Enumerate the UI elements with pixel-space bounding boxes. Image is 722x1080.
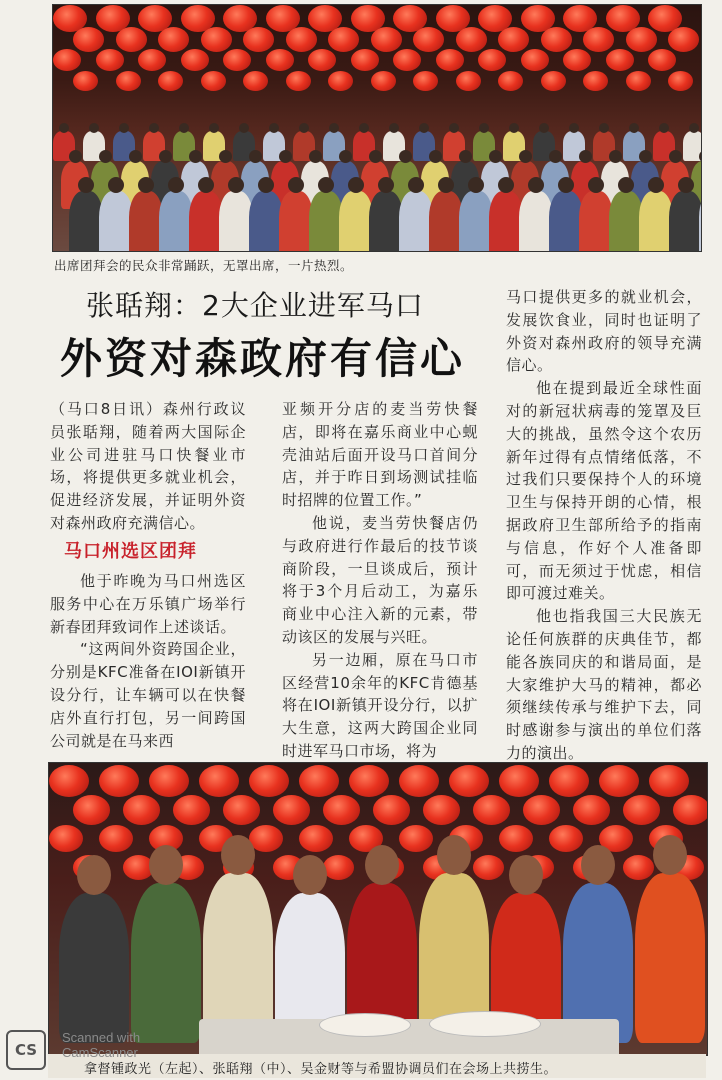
guest-person	[635, 873, 705, 1043]
red-lantern	[308, 49, 336, 71]
red-lantern	[273, 795, 310, 825]
crowd-head	[639, 150, 652, 163]
red-lantern	[201, 27, 232, 52]
red-lantern	[349, 765, 389, 797]
red-lantern	[99, 825, 133, 852]
red-lantern	[499, 825, 533, 852]
crowd-head	[689, 123, 699, 133]
guest-head	[149, 845, 183, 885]
red-lantern	[53, 49, 81, 71]
yusheng-plate	[429, 1011, 541, 1037]
crowd-head	[648, 177, 664, 193]
red-lantern	[96, 49, 124, 71]
article-column-1	[50, 398, 246, 535]
crowd-head	[678, 177, 694, 193]
article-column-3	[506, 286, 702, 765]
crowd-head	[489, 150, 502, 163]
red-lantern	[351, 49, 379, 71]
article-column-2	[282, 398, 478, 763]
crowd-head	[459, 150, 472, 163]
crowd-head	[78, 177, 94, 193]
red-lantern	[541, 27, 572, 52]
crowd-head	[189, 150, 202, 163]
bottom-photo	[48, 762, 708, 1056]
crowd-head	[99, 150, 112, 163]
crowd-head	[198, 177, 214, 193]
red-lantern	[436, 49, 464, 71]
article-paragraph: 亚频开分店的麦当劳快餐店，即将在嘉乐商业中心蚬壳油站后面开设马口首间分店，并于昨日到场测试挂临时招牌的位置工作。”	[282, 400, 478, 510]
red-lantern	[49, 765, 89, 797]
crowd-head	[279, 150, 292, 163]
article-paragraph: 他在提到最近全球性面对的新冠状病毒的笼罩及巨大的挑战，虽然令这个农历新年过得有点情绪低落，不过我们只要保持个人的环境卫生与保持开朗的心情，根据政府卫生部所给予的指南与信息，作好个人准备即可，而无须过于忧虑，相信即可渡过难关。	[506, 379, 702, 603]
red-lantern	[73, 795, 110, 825]
article-lead: （马口8日讯）森州行政议员张聒翔，随着两大国际企业公司进驻马口快餐业市场，将提供更多就业机会，促进经济发展，并证明外资对森州政府充满信心。	[50, 400, 246, 532]
red-lantern	[498, 71, 523, 91]
top-photo	[52, 4, 702, 252]
red-lantern	[49, 825, 83, 852]
red-lantern	[243, 27, 274, 52]
crowd-head	[369, 150, 382, 163]
crowd-head	[359, 123, 369, 133]
red-lantern	[299, 765, 339, 797]
crowd-head	[329, 123, 339, 133]
crowd-head	[129, 150, 142, 163]
crowd-head	[569, 123, 579, 133]
red-lantern	[249, 765, 289, 797]
red-lantern	[99, 765, 139, 797]
red-lantern	[668, 71, 693, 91]
red-lantern	[583, 71, 608, 91]
red-lantern	[373, 795, 410, 825]
watermark-line-2: CamScanner	[62, 1045, 138, 1060]
crowd-person	[669, 191, 702, 252]
red-lantern	[599, 765, 639, 797]
crowd-head	[299, 123, 309, 133]
top-photo-caption: 出席团拜会的民众非常踊跃，无罩出席，一片热烈。	[54, 258, 354, 273]
crowd-person	[249, 191, 283, 252]
red-lantern	[523, 795, 560, 825]
crowd-person	[189, 191, 223, 252]
crowd-head	[429, 150, 442, 163]
red-lantern	[138, 49, 166, 71]
red-lantern	[606, 49, 634, 71]
crowd-head	[69, 150, 82, 163]
article-column-1b	[50, 570, 246, 752]
red-lantern	[73, 27, 104, 52]
red-lantern	[498, 27, 529, 52]
red-lantern	[449, 765, 489, 797]
red-lantern	[73, 71, 98, 91]
crowd-person	[549, 191, 583, 252]
crowd-head	[228, 177, 244, 193]
red-lantern	[668, 27, 699, 52]
guest-head	[77, 855, 111, 895]
red-lantern	[371, 71, 396, 91]
red-lantern	[423, 795, 460, 825]
crowd-person	[369, 191, 403, 252]
red-lantern	[158, 27, 189, 52]
red-lantern	[473, 795, 510, 825]
crowd-head	[629, 123, 639, 133]
red-lantern	[649, 765, 689, 797]
crowd-head	[219, 150, 232, 163]
crowd-person	[309, 191, 343, 252]
crowd-head	[509, 123, 519, 133]
red-lantern	[573, 795, 610, 825]
crowd-head	[438, 177, 454, 193]
crowd-head	[579, 150, 592, 163]
red-lantern	[149, 765, 189, 797]
crowd-person	[129, 191, 163, 252]
red-lantern	[399, 765, 439, 797]
crowd-head	[179, 123, 189, 133]
red-lantern	[563, 49, 591, 71]
guest-head	[581, 845, 615, 885]
red-lantern	[328, 71, 353, 91]
crowd-head	[149, 123, 159, 133]
camscanner-watermark	[62, 1030, 140, 1060]
red-lantern	[123, 795, 160, 825]
red-lantern	[549, 765, 589, 797]
crowd-head	[669, 150, 682, 163]
red-lantern	[371, 27, 402, 52]
crowd-head	[498, 177, 514, 193]
red-lantern	[583, 27, 614, 52]
red-lantern	[549, 825, 583, 852]
crowd-head	[659, 123, 669, 133]
crowd-head	[449, 123, 459, 133]
crowd-head	[348, 177, 364, 193]
red-lantern	[323, 795, 360, 825]
crowd-person	[459, 191, 493, 252]
crowd-person	[429, 191, 463, 252]
red-lantern	[413, 71, 438, 91]
red-lantern	[473, 855, 504, 880]
crowd-person	[519, 191, 553, 252]
headline-line-1: 张聒翔：2大企业进军马口	[86, 289, 424, 322]
crowd-head	[269, 123, 279, 133]
red-lantern	[456, 27, 487, 52]
red-lantern	[243, 71, 268, 91]
crowd-head	[378, 177, 394, 193]
crowd-person	[609, 191, 643, 252]
guest-head	[437, 835, 471, 875]
crowd-head	[89, 123, 99, 133]
red-lantern	[286, 71, 311, 91]
crowd-head	[309, 150, 322, 163]
camscanner-logo-icon: CS	[6, 1030, 46, 1070]
crowd-head	[549, 150, 562, 163]
red-lantern	[399, 825, 433, 852]
article-paragraph: 马口提供更多的就业机会，发展饮食业，同时也证明了外资对森州政府的领导充满信心。	[506, 288, 702, 375]
red-lantern	[286, 27, 317, 52]
red-lantern	[623, 855, 654, 880]
crowd-person	[279, 191, 313, 252]
crowd-head	[618, 177, 634, 193]
red-lantern	[199, 765, 239, 797]
guest-head	[221, 835, 255, 875]
crowd-head	[588, 177, 604, 193]
crowd-head	[468, 177, 484, 193]
crowd-head	[168, 177, 184, 193]
red-lantern	[478, 49, 506, 71]
guest-person	[203, 873, 273, 1043]
red-lantern	[626, 27, 657, 52]
red-lantern	[393, 49, 421, 71]
crowd-person	[219, 191, 253, 252]
red-lantern	[223, 49, 251, 71]
yusheng-plate	[319, 1013, 411, 1037]
crowd-head	[318, 177, 334, 193]
red-lantern	[623, 795, 660, 825]
red-lantern	[626, 71, 651, 91]
red-lantern	[328, 27, 359, 52]
red-lantern	[116, 27, 147, 52]
red-lantern	[158, 71, 183, 91]
guest-head	[653, 835, 687, 875]
red-lantern	[323, 855, 354, 880]
red-lantern	[116, 71, 141, 91]
crowd-head	[138, 177, 154, 193]
red-lantern	[521, 49, 549, 71]
red-lantern	[181, 49, 209, 71]
crowd-head	[389, 123, 399, 133]
article-paragraph: 他也指我国三大民族无论任何族群的庆典佳节，都能各族同庆的和谐局面，是大家维护大马的精神，都必须继续传承与维护下去，同时感谢参与演出的单位们落力的演出。	[506, 607, 702, 762]
red-lantern	[673, 795, 708, 825]
crowd-person	[69, 191, 103, 252]
crowd-head	[239, 123, 249, 133]
crowd-head	[609, 150, 622, 163]
crowd-head	[108, 177, 124, 193]
crowd-person	[159, 191, 193, 252]
article-paragraph: “这两间外资跨国企业，分别是KFC准备在IOI新镇开设分行，让车辆可以在快餐店外直行打包，另一间跨国公司就是在马来西	[50, 640, 246, 750]
red-lantern	[541, 71, 566, 91]
guest-person	[131, 883, 201, 1043]
crowd-head	[209, 123, 219, 133]
crowd-person	[579, 191, 613, 252]
article-subhead: 马口州选区团拜	[64, 541, 197, 562]
crowd-head	[258, 177, 274, 193]
crowd-head	[159, 150, 172, 163]
red-lantern	[499, 765, 539, 797]
crowd-head	[539, 123, 549, 133]
crowd-head	[119, 123, 129, 133]
crowd-person	[489, 191, 523, 252]
headline-line-2: 外资对森政府有信心	[60, 334, 466, 383]
red-lantern	[223, 795, 260, 825]
red-lantern	[648, 49, 676, 71]
crowd-head	[339, 150, 352, 163]
crowd-person	[399, 191, 433, 252]
crowd-head	[599, 123, 609, 133]
crowd-head	[419, 123, 429, 133]
bottom-photo-caption: 拿督锺政光（左起）、张聒翔（中）、吴金财等与希盟协调员们在会场上共捞生。	[84, 1062, 558, 1077]
crowd-person	[99, 191, 133, 252]
article-paragraph: 他说，麦当劳快餐店仍与政府进行作最后的技节谈商阶段，一旦谈成后，预计将于3个月后动工，为嘉乐商业中心注入新的元素，带动该区的发展与兴旺。	[282, 513, 478, 646]
crowd-head	[249, 150, 262, 163]
watermark-line-1: Scanned with	[62, 1030, 141, 1045]
crowd-head	[288, 177, 304, 193]
guest-head	[509, 855, 543, 895]
article-paragraph: 另一边厢，原在马口市区经营10余年的KFC肯德基将在IOI新镇开设分行，以扩大生意，这两大跨国企业同时进军马口市场，将为	[282, 650, 478, 760]
article-paragraph: 他于昨晚为马口州选区服务中心在万乐镇广场举行新春团拜致词作上述谈话。	[50, 572, 246, 636]
guest-person	[59, 893, 129, 1043]
red-lantern	[201, 71, 226, 91]
crowd-head	[519, 150, 532, 163]
guest-head	[293, 855, 327, 895]
crowd-person	[339, 191, 373, 252]
crowd-head	[59, 123, 69, 133]
red-lantern	[266, 49, 294, 71]
guest-head	[365, 845, 399, 885]
red-lantern	[413, 27, 444, 52]
crowd-head	[399, 150, 412, 163]
red-lantern	[299, 825, 333, 852]
crowd-head	[479, 123, 489, 133]
crowd-person	[639, 191, 673, 252]
crowd-head	[558, 177, 574, 193]
crowd-head	[528, 177, 544, 193]
red-lantern	[173, 795, 210, 825]
red-lantern	[456, 71, 481, 91]
crowd-head	[408, 177, 424, 193]
